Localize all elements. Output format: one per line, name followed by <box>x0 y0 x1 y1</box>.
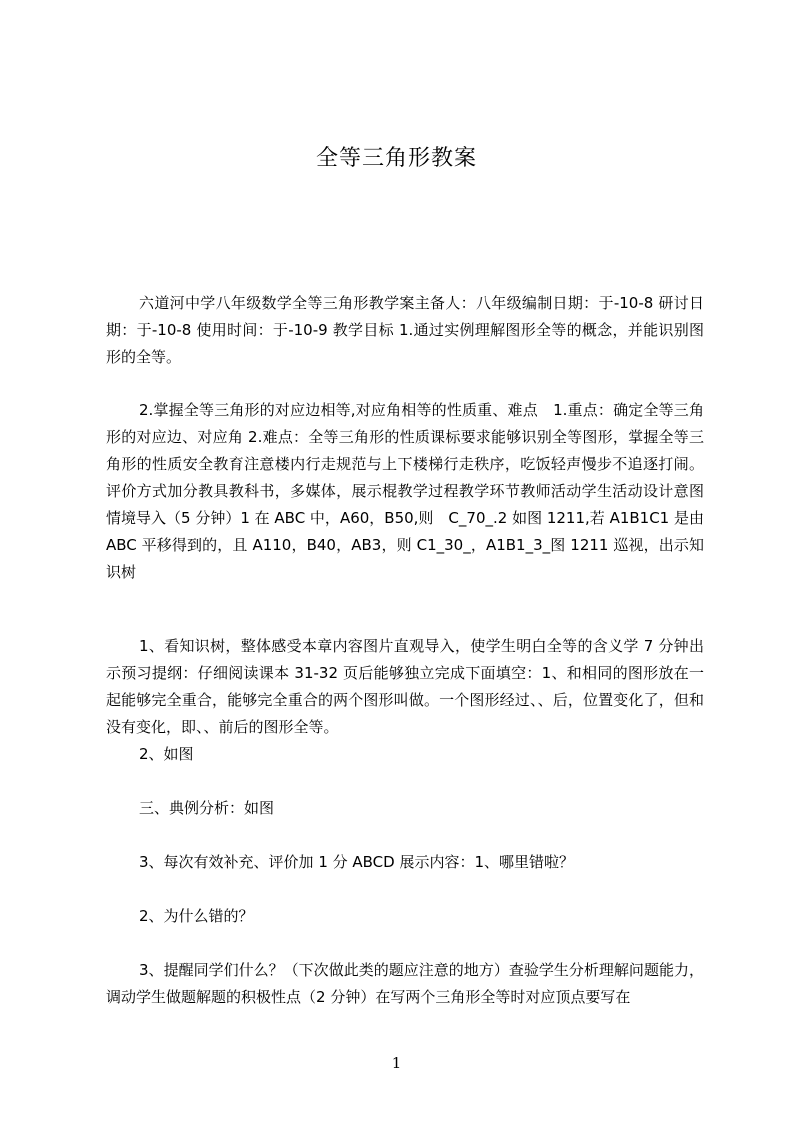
page-number: 1 <box>391 1054 402 1072</box>
paragraph-why-wrong: 2、为什么错的？ <box>139 907 254 925</box>
paragraph-intro: 六道河中学八年级数学全等三角形教学案主备人：八年级编制日期：于-10-8 研讨日期：于-10-8 使用时间：于-10-9 教学目标 1.通过实例理解图形全等的概念，并能识别图形的全等。 <box>106 294 704 366</box>
paragraph-knowledge-tree: 1、看知识树，整体感受本章内容图片直观导入，使学生明白全等的含义学 7 分钟出示预习提纲：仔细阅读课本 31-32 页后能够独立完成下面填空：1、和相同的图形放在一起能够完全重合，能够完全重合的两个图形叫做。一个图形经过、、后，位置变化了，但和没有变化，即、、前后的图形全等。 <box>106 637 704 736</box>
paragraph-figure: 2、如图 <box>139 745 194 763</box>
paragraph-example-analysis: 三、典例分析：如图 <box>139 799 275 817</box>
document-title: 全等三角形教案 <box>315 146 477 171</box>
paragraph-key-points: 2.掌握全等三角形的对应边相等,对应角相等的性质重、难点 1.重点：确定全等三角形的对应边、对应角 2.难点：全等三角形的性质课标要求能够识别全等图形，掌握全等三角形的性质安全教育注意楼内行走规范与上下楼梯行走秩序，吃饭轻声慢步不追逐打闹。评价方式加分教具教科书，多媒体，展示棍教学过程教学环节教师活动学生活动设计意图情境导入（5 分钟）1 在 ABC 中，A60，B50,则 C_70_.2 如图 1211,若 A1B1C1 是由 ABC 平移得到的，且 A110，B40，AB3，则 C1_30_，A1B1_3_图 1211 巡视，出示知识树 <box>106 401 704 581</box>
paragraph-reminder: 3、提醒同学们什么？（下次做此类的题应注意的地方）查验学生分析理解问题能力，调动学生做题解题的积极性点（2 分钟）在写两个三角形全等时对应顶点要写在 <box>106 961 704 1006</box>
paragraph-evaluation: 3、每次有效补充、评价加 1 分 ABCD 展示内容：1、哪里错啦？ <box>139 853 575 871</box>
